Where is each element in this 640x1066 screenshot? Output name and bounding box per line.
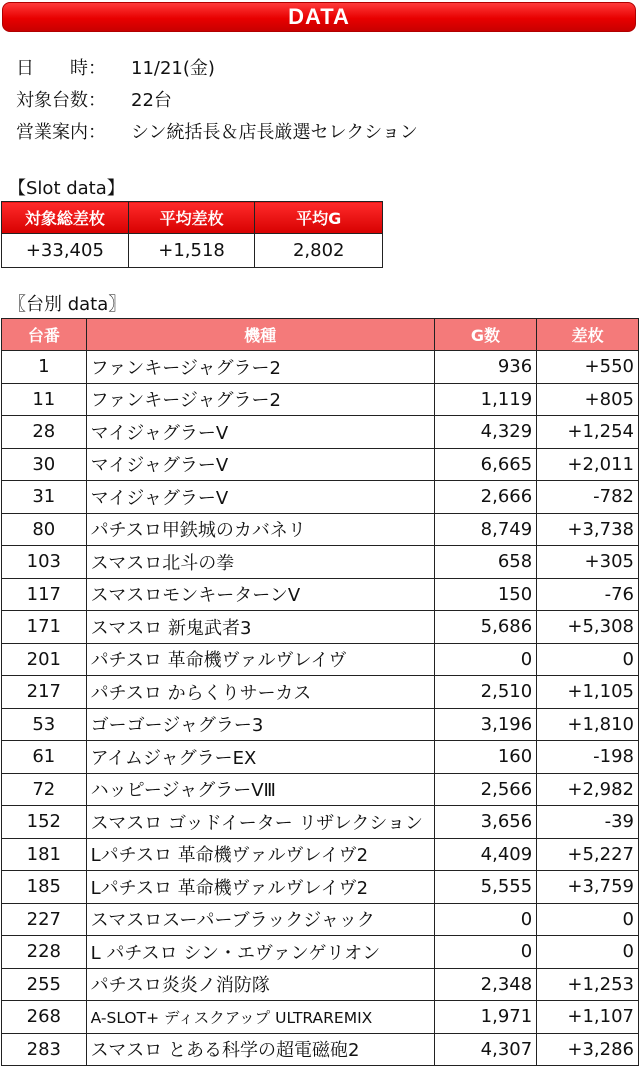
machine-name-cell: ファンキージャグラー2 — [86, 383, 434, 416]
games-cell: 2,566 — [434, 773, 537, 806]
table-row — [2, 513, 639, 546]
table-row — [2, 708, 639, 741]
machine-number-cell: 227 — [2, 903, 87, 936]
count-value: 22台 — [131, 90, 172, 111]
diff-cell: +305 — [537, 546, 639, 579]
machine-number-cell: 28 — [2, 416, 87, 449]
count-label: 対象台数： — [16, 90, 106, 111]
machine-name-cell: Lパチスロ 革命機ヴァルヴレイヴ2 — [86, 871, 434, 904]
machine-number-cell: 181 — [2, 838, 87, 871]
slot-data-heading: 【Slot data】 — [8, 178, 125, 199]
games-cell: 5,555 — [434, 871, 537, 904]
machine-name-cell: ハッピージャグラーVⅢ — [86, 773, 434, 806]
table-row — [2, 611, 639, 644]
games-cell: 150 — [434, 578, 537, 611]
machine-name-cell: マイジャグラーV — [86, 481, 434, 514]
table-row — [2, 773, 639, 806]
machine-name-cell: Lパチスロ 革命機ヴァルヴレイヴ2 — [86, 838, 434, 871]
table-row — [2, 936, 639, 969]
machine-number-cell: 283 — [2, 1033, 87, 1066]
machine-number-cell: 103 — [2, 546, 87, 579]
games-cell: 6,665 — [434, 448, 537, 481]
machine-name-cell: パチスロ からくりサーカス — [86, 676, 434, 709]
machine-name-cell: スマスロモンキーターンV — [86, 578, 434, 611]
games-cell: 2,666 — [434, 481, 537, 514]
total-diff-value: +33,405 — [2, 234, 129, 268]
machine-number-cell: 152 — [2, 806, 87, 839]
table-row — [2, 416, 639, 449]
machine-name-cell: パチスロ甲鉄城のカバネリ — [86, 513, 434, 546]
machine-name-cell: マイジャグラーV — [86, 448, 434, 481]
diff-cell: +1,810 — [537, 708, 639, 741]
diff-cell: -39 — [537, 806, 639, 839]
machine-number-cell: 61 — [2, 741, 87, 774]
avg-games-value: 2,802 — [255, 234, 383, 268]
diff-cell: +1,253 — [537, 968, 639, 1001]
machine-number-cell: 80 — [2, 513, 87, 546]
machine-number-cell: 31 — [2, 481, 87, 514]
count-line — [16, 86, 172, 112]
date-value: 11/21(金) — [131, 58, 215, 79]
machine-name-cell: マイジャグラーV — [86, 416, 434, 449]
avg-diff-value: +1,518 — [128, 234, 255, 268]
slot-summary-table — [1, 201, 383, 268]
slot-summary-value-row — [2, 234, 383, 268]
diff-cell: +3,738 — [537, 513, 639, 546]
machine-number-cell: 255 — [2, 968, 87, 1001]
games-cell: 4,329 — [434, 416, 537, 449]
machine-number-cell: 201 — [2, 643, 87, 676]
guide-value: シン統括長＆店長厳選セレクション — [131, 122, 418, 143]
table-row — [2, 838, 639, 871]
table-row — [2, 578, 639, 611]
games-cell: 3,196 — [434, 708, 537, 741]
diff-cell: +2,982 — [537, 773, 639, 806]
machine-number-cell: 72 — [2, 773, 87, 806]
games-cell: 160 — [434, 741, 537, 774]
total-diff-header: 対象総差枚 — [2, 202, 129, 234]
date-line — [16, 54, 215, 80]
machine-data-table — [1, 318, 639, 1066]
table-row — [2, 351, 639, 384]
diff-cell: +550 — [537, 351, 639, 384]
games-cell: 8,749 — [434, 513, 537, 546]
machine-name-cell: ゴーゴージャグラー3 — [86, 708, 434, 741]
machine-number-cell: 11 — [2, 383, 87, 416]
machine-number-cell: 30 — [2, 448, 87, 481]
table-row — [2, 968, 639, 1001]
guide-label: 営業案内： — [16, 122, 106, 143]
machine-name-header: 機種 — [86, 319, 434, 351]
diff-cell: -782 — [537, 481, 639, 514]
machine-name-cell: スマスロ とある科学の超電磁砲2 — [86, 1033, 434, 1066]
games-cell: 4,307 — [434, 1033, 537, 1066]
diff-header: 差枚 — [537, 319, 639, 351]
machine-name-cell: パチスロ 革命機ヴァルヴレイヴ — [86, 643, 434, 676]
games-cell: 2,348 — [434, 968, 537, 1001]
games-cell: 5,686 — [434, 611, 537, 644]
table-row — [2, 383, 639, 416]
table-row — [2, 806, 639, 839]
games-cell: 1,119 — [434, 383, 537, 416]
machine-number-cell: 217 — [2, 676, 87, 709]
machine-name-cell: スマスロ 新鬼武者3 — [86, 611, 434, 644]
machine-name-cell: アイムジャグラーEX — [86, 741, 434, 774]
machine-number-cell: 171 — [2, 611, 87, 644]
machine-name-cell: スマスロ北斗の拳 — [86, 546, 434, 579]
machine-data-heading: 〖台別 data〗 — [8, 294, 127, 315]
table-row — [2, 871, 639, 904]
games-header: G数 — [434, 319, 537, 351]
diff-cell: -76 — [537, 578, 639, 611]
diff-cell: +1,107 — [537, 1001, 639, 1034]
table-row — [2, 643, 639, 676]
machine-name-cell: スマスロ ゴッドイーター リザレクション — [86, 806, 434, 839]
avg-games-header: 平均G — [255, 202, 383, 234]
machine-table-header-row — [2, 319, 639, 351]
table-row — [2, 448, 639, 481]
games-cell: 1,971 — [434, 1001, 537, 1034]
diff-cell: 0 — [537, 936, 639, 969]
games-cell: 3,656 — [434, 806, 537, 839]
machine-name-cell: ファンキージャグラー2 — [86, 351, 434, 384]
machine-name-cell: パチスロ炎炎ノ消防隊 — [86, 968, 434, 1001]
table-row — [2, 903, 639, 936]
diff-cell: +3,286 — [537, 1033, 639, 1066]
machine-name-cell: スマスロスーパーブラックジャック — [86, 903, 434, 936]
machine-number-cell: 53 — [2, 708, 87, 741]
games-cell: 0 — [434, 936, 537, 969]
guide-line — [16, 118, 418, 144]
diff-cell: 0 — [537, 643, 639, 676]
data-title-banner: DATA — [2, 2, 636, 32]
diff-cell: -198 — [537, 741, 639, 774]
table-row — [2, 676, 639, 709]
diff-cell: +1,105 — [537, 676, 639, 709]
machine-name-cell: L パチスロ シン・エヴァンゲリオン — [86, 936, 434, 969]
games-cell: 0 — [434, 643, 537, 676]
diff-cell: +2,011 — [537, 448, 639, 481]
slot-summary-header-row — [2, 202, 383, 234]
machine-name-cell: A-SLOT+ ディスクアップ ULTRAREMIX — [86, 1001, 434, 1034]
diff-cell: +1,254 — [537, 416, 639, 449]
table-row — [2, 546, 639, 579]
diff-cell: +5,227 — [537, 838, 639, 871]
avg-diff-header: 平均差枚 — [128, 202, 255, 234]
table-row — [2, 481, 639, 514]
machine-number-cell: 268 — [2, 1001, 87, 1034]
date-label: 日 時： — [16, 58, 106, 79]
diff-cell: +3,759 — [537, 871, 639, 904]
games-cell: 936 — [434, 351, 537, 384]
machine-number-cell: 117 — [2, 578, 87, 611]
table-row — [2, 741, 639, 774]
diff-cell: 0 — [537, 903, 639, 936]
table-row — [2, 1033, 639, 1066]
machine-number-cell: 1 — [2, 351, 87, 384]
machine-number-cell: 228 — [2, 936, 87, 969]
games-cell: 2,510 — [434, 676, 537, 709]
games-cell: 0 — [434, 903, 537, 936]
games-cell: 658 — [434, 546, 537, 579]
machine-number-header: 台番 — [2, 319, 87, 351]
games-cell: 4,409 — [434, 838, 537, 871]
diff-cell: +5,308 — [537, 611, 639, 644]
table-row — [2, 1001, 639, 1034]
machine-number-cell: 185 — [2, 871, 87, 904]
diff-cell: +805 — [537, 383, 639, 416]
